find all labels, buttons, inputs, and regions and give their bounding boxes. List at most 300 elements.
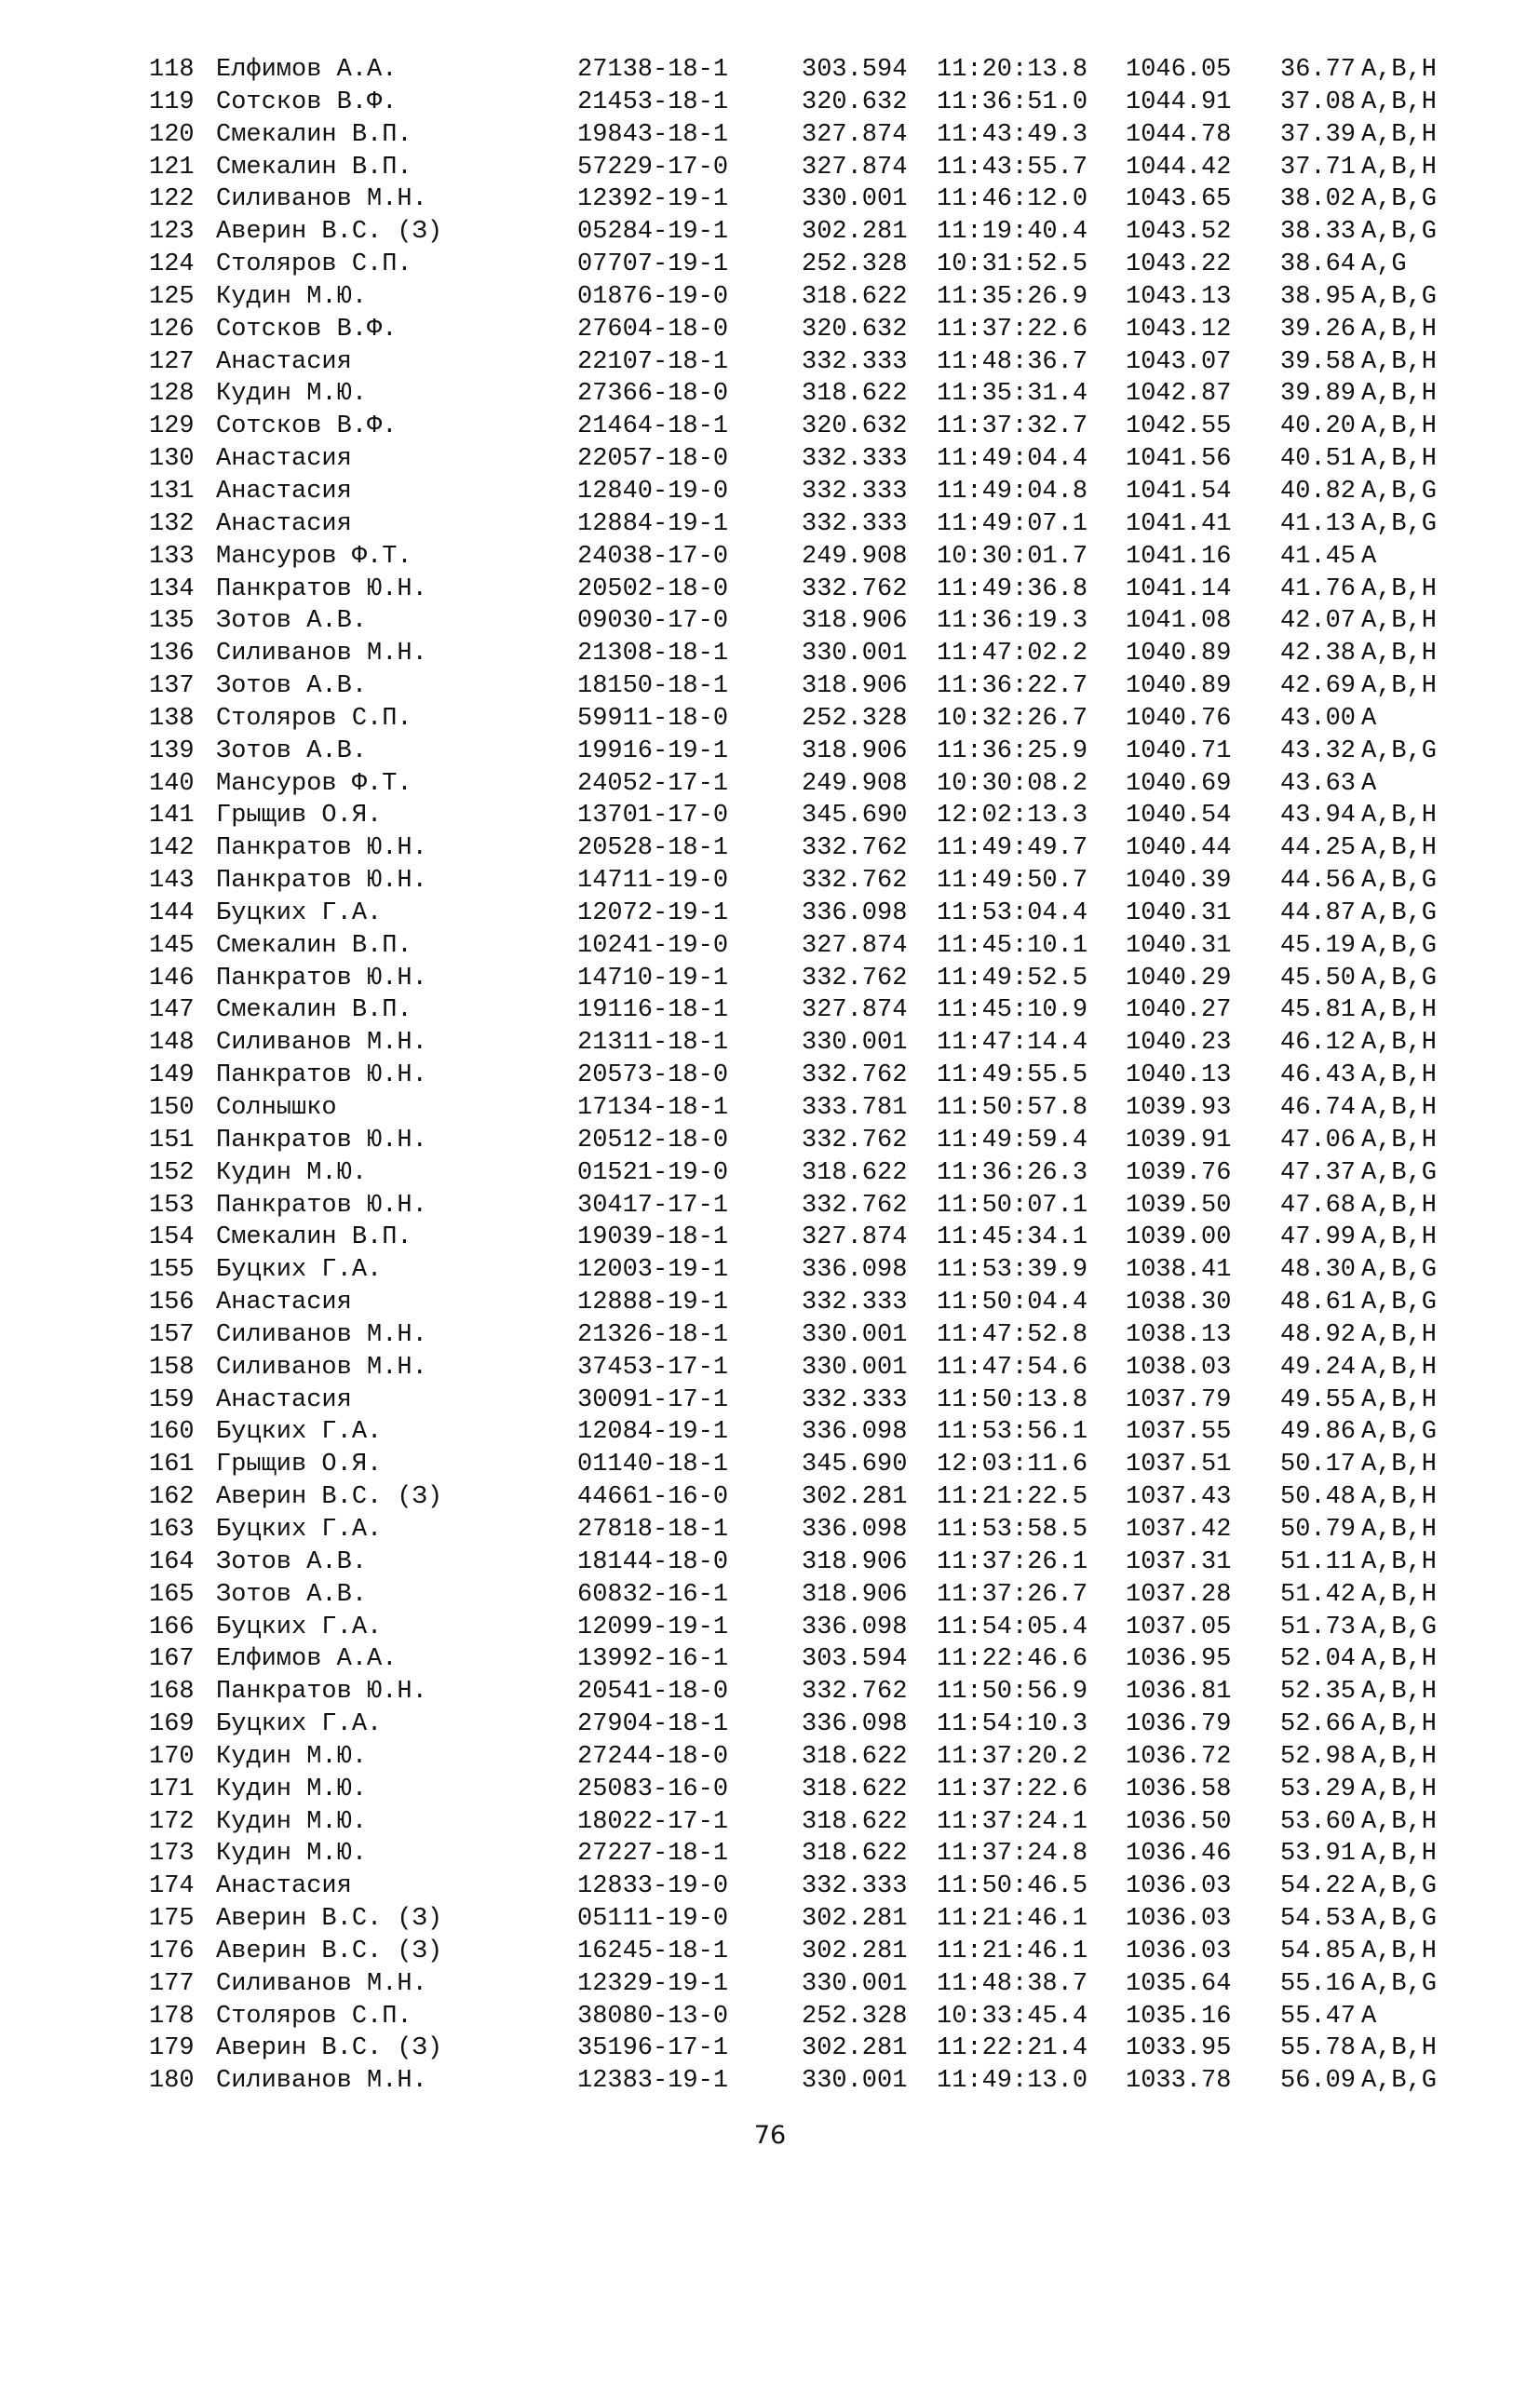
arrival-time: 11:49:52.5 xyxy=(937,964,1088,992)
speed-value: 1040.69 xyxy=(1126,769,1232,798)
ring-number: 12383-19-1 xyxy=(577,2067,729,2096)
table-row xyxy=(149,703,1490,736)
arrival-time: 11:47:02.2 xyxy=(937,640,1088,668)
groups-value: A,B,H xyxy=(1361,996,1438,1025)
ring-number: 30091-17-1 xyxy=(577,1385,729,1414)
groups-value: A,B,H xyxy=(1361,1451,1438,1479)
groups-value: A,B,G xyxy=(1361,898,1438,927)
speed-value: 1039.91 xyxy=(1126,1126,1232,1154)
points-value: 52.98 xyxy=(1280,1742,1357,1771)
points-value: 54.53 xyxy=(1280,1905,1357,1934)
distance-value: 302.281 xyxy=(802,1905,908,1934)
distance-value: 303.594 xyxy=(802,56,908,84)
ring-number: 09030-17-0 xyxy=(577,607,729,636)
ring-number: 05284-19-1 xyxy=(577,218,729,247)
arrival-time: 11:37:24.1 xyxy=(937,1807,1088,1836)
table-row xyxy=(149,994,1490,1027)
points-value: 45.81 xyxy=(1280,996,1357,1025)
groups-value: A,B,H xyxy=(1361,672,1438,701)
speed-value: 1035.16 xyxy=(1126,2002,1232,2031)
distance-value: 252.328 xyxy=(802,250,908,279)
ring-number: 12840-19-0 xyxy=(577,477,729,506)
place-number: 131 xyxy=(149,477,195,506)
distance-value: 327.874 xyxy=(802,996,908,1025)
points-value: 37.39 xyxy=(1280,120,1357,149)
participant-name: Панкратов Ю.Н. xyxy=(216,867,427,896)
table-row xyxy=(149,1449,1490,1481)
speed-value: 1037.55 xyxy=(1126,1418,1232,1447)
arrival-time: 10:32:26.7 xyxy=(937,704,1088,733)
place-number: 178 xyxy=(149,2002,195,2031)
points-value: 49.24 xyxy=(1280,1353,1357,1382)
speed-value: 1040.23 xyxy=(1126,1029,1232,1058)
ring-number: 27366-18-0 xyxy=(577,380,729,409)
participant-name: Кудин М.Ю. xyxy=(216,1775,368,1803)
speed-value: 1038.41 xyxy=(1126,1256,1232,1285)
arrival-time: 11:50:13.8 xyxy=(937,1385,1088,1414)
distance-value: 336.098 xyxy=(802,898,908,927)
speed-value: 1040.89 xyxy=(1126,672,1232,701)
points-value: 45.50 xyxy=(1280,964,1357,992)
points-value: 51.73 xyxy=(1280,1613,1357,1641)
speed-value: 1035.64 xyxy=(1126,1969,1232,1998)
ring-number: 17134-18-1 xyxy=(577,1094,729,1122)
place-number: 123 xyxy=(149,218,195,247)
participant-name: Столяров С.П. xyxy=(216,2002,412,2031)
table-row xyxy=(149,1870,1490,1903)
ring-number: 22057-18-0 xyxy=(577,445,729,474)
distance-value: 330.001 xyxy=(802,2067,908,2096)
points-value: 46.74 xyxy=(1280,1094,1357,1122)
results-table xyxy=(149,54,1490,2098)
distance-value: 336.098 xyxy=(802,1256,908,1285)
table-row xyxy=(149,1676,1490,1708)
place-number: 135 xyxy=(149,607,195,636)
groups-value: A,B,G xyxy=(1361,477,1438,506)
distance-value: 332.762 xyxy=(802,867,908,896)
speed-value: 1039.50 xyxy=(1126,1191,1232,1220)
table-row xyxy=(149,1514,1490,1546)
participant-name: Зотов А.В. xyxy=(216,736,368,765)
table-row xyxy=(149,1774,1490,1806)
place-number: 133 xyxy=(149,542,195,571)
arrival-time: 11:47:52.8 xyxy=(937,1320,1088,1349)
groups-value: A,B,H xyxy=(1361,1645,1438,1674)
participant-name: Панкратов Ю.Н. xyxy=(216,1061,427,1090)
distance-value: 327.874 xyxy=(802,153,908,182)
groups-value: A,B,G xyxy=(1361,1613,1438,1641)
distance-value: 318.622 xyxy=(802,380,908,409)
place-number: 164 xyxy=(149,1547,195,1576)
arrival-time: 11:22:21.4 xyxy=(937,2034,1088,2063)
speed-value: 1040.27 xyxy=(1126,996,1232,1025)
participant-name: Смекалин В.П. xyxy=(216,931,412,960)
speed-value: 1040.39 xyxy=(1126,867,1232,896)
place-number: 126 xyxy=(149,315,195,344)
ring-number: 12003-19-1 xyxy=(577,1256,729,1285)
participant-name: Елфимов А.А. xyxy=(216,1645,398,1674)
groups-value: A xyxy=(1361,769,1377,798)
table-row xyxy=(149,605,1490,638)
participant-name: Панкратов Ю.Н. xyxy=(216,574,427,603)
points-value: 38.02 xyxy=(1280,185,1357,214)
arrival-time: 11:36:51.0 xyxy=(937,88,1088,116)
participant-name: Солнышко xyxy=(216,1094,337,1122)
arrival-time: 11:19:40.4 xyxy=(937,218,1088,247)
arrival-time: 11:49:07.1 xyxy=(937,509,1088,538)
table-row xyxy=(149,1643,1490,1676)
ring-number: 27244-18-0 xyxy=(577,1742,729,1771)
groups-value: A,B,H xyxy=(1361,1483,1438,1512)
ring-number: 20502-18-0 xyxy=(577,574,729,603)
arrival-time: 10:30:01.7 xyxy=(937,542,1088,571)
ring-number: 12099-19-1 xyxy=(577,1613,729,1641)
points-value: 55.16 xyxy=(1280,1969,1357,1998)
speed-value: 1036.79 xyxy=(1126,1710,1232,1739)
groups-value: A,B,H xyxy=(1361,1775,1438,1803)
arrival-time: 10:31:52.5 xyxy=(937,250,1088,279)
participant-name: Смекалин В.П. xyxy=(216,996,412,1025)
groups-value: A,B,H xyxy=(1361,1385,1438,1414)
points-value: 48.92 xyxy=(1280,1320,1357,1349)
groups-value: A,B,H xyxy=(1361,2034,1438,2063)
ring-number: 21311-18-1 xyxy=(577,1029,729,1058)
points-value: 39.58 xyxy=(1280,347,1357,376)
speed-value: 1046.05 xyxy=(1126,56,1232,84)
points-value: 41.76 xyxy=(1280,574,1357,603)
table-row xyxy=(149,411,1490,443)
speed-value: 1041.16 xyxy=(1126,542,1232,571)
table-row xyxy=(149,1416,1490,1449)
distance-value: 332.333 xyxy=(802,1385,908,1414)
participant-name: Панкратов Ю.Н. xyxy=(216,964,427,992)
points-value: 50.17 xyxy=(1280,1451,1357,1479)
speed-value: 1043.65 xyxy=(1126,185,1232,214)
arrival-time: 11:49:04.8 xyxy=(937,477,1088,506)
groups-value: A,B,G xyxy=(1361,1969,1438,1998)
place-number: 152 xyxy=(149,1158,195,1187)
ring-number: 12329-19-1 xyxy=(577,1969,729,1998)
speed-value: 1042.55 xyxy=(1126,412,1232,441)
place-number: 180 xyxy=(149,2067,195,2096)
groups-value: A,B,H xyxy=(1361,445,1438,474)
points-value: 47.06 xyxy=(1280,1126,1357,1154)
speed-value: 1038.03 xyxy=(1126,1353,1232,1382)
groups-value: A,B,H xyxy=(1361,120,1438,149)
points-value: 43.94 xyxy=(1280,802,1357,830)
place-number: 157 xyxy=(149,1320,195,1349)
place-number: 154 xyxy=(149,1223,195,1252)
groups-value: A,B,H xyxy=(1361,1710,1438,1739)
ring-number: 59911-18-0 xyxy=(577,704,729,733)
table-row xyxy=(149,54,1490,87)
participant-name: Панкратов Ю.Н. xyxy=(216,834,427,863)
distance-value: 249.908 xyxy=(802,769,908,798)
table-row xyxy=(149,346,1490,379)
table-row xyxy=(149,1936,1490,1968)
speed-value: 1033.78 xyxy=(1126,2067,1232,2096)
table-row xyxy=(149,508,1490,541)
participant-name: Столяров С.П. xyxy=(216,250,412,279)
table-row xyxy=(149,1708,1490,1741)
participant-name: Аверин В.С. (З) xyxy=(216,1483,443,1512)
points-value: 39.26 xyxy=(1280,315,1357,344)
groups-value: A,B,H xyxy=(1361,1678,1438,1707)
participant-name: Буцких Г.А. xyxy=(216,898,383,927)
groups-value: A,B,H xyxy=(1361,1580,1438,1609)
place-number: 155 xyxy=(149,1256,195,1285)
table-row xyxy=(149,1838,1490,1870)
speed-value: 1037.79 xyxy=(1126,1385,1232,1414)
arrival-time: 11:45:34.1 xyxy=(937,1223,1088,1252)
points-value: 50.79 xyxy=(1280,1515,1357,1544)
distance-value: 332.762 xyxy=(802,1678,908,1707)
ring-number: 37453-17-1 xyxy=(577,1353,729,1382)
table-row xyxy=(149,1125,1490,1157)
participant-name: Силиванов М.Н. xyxy=(216,1969,427,1998)
ring-number: 01521-19-0 xyxy=(577,1158,729,1187)
ring-number: 38080-13-0 xyxy=(577,2002,729,2031)
groups-value: A,B,H xyxy=(1361,153,1438,182)
speed-value: 1038.30 xyxy=(1126,1289,1232,1317)
ring-number: 13992-16-1 xyxy=(577,1645,729,1674)
groups-value: A,B,H xyxy=(1361,56,1438,84)
speed-value: 1041.14 xyxy=(1126,574,1232,603)
speed-value: 1036.03 xyxy=(1126,1872,1232,1901)
groups-value: A,B,G xyxy=(1361,1256,1438,1285)
ring-number: 05111-19-0 xyxy=(577,1905,729,1934)
table-row xyxy=(149,1741,1490,1774)
distance-value: 336.098 xyxy=(802,1418,908,1447)
speed-value: 1033.95 xyxy=(1126,2034,1232,2063)
arrival-time: 11:36:19.3 xyxy=(937,607,1088,636)
ring-number: 27138-18-1 xyxy=(577,56,729,84)
participant-name: Анастасия xyxy=(216,1289,352,1317)
participant-name: Мансуров Ф.Т. xyxy=(216,542,412,571)
arrival-time: 11:45:10.9 xyxy=(937,996,1088,1025)
groups-value: A xyxy=(1361,542,1377,571)
points-value: 47.37 xyxy=(1280,1158,1357,1187)
points-value: 41.45 xyxy=(1280,542,1357,571)
place-number: 138 xyxy=(149,704,195,733)
ring-number: 12072-19-1 xyxy=(577,898,729,927)
points-value: 46.43 xyxy=(1280,1061,1357,1090)
distance-value: 332.762 xyxy=(802,1061,908,1090)
ring-number: 24052-17-1 xyxy=(577,769,729,798)
groups-value: A,B,G xyxy=(1361,931,1438,960)
ring-number: 07707-19-1 xyxy=(577,250,729,279)
table-row xyxy=(149,1222,1490,1254)
table-row xyxy=(149,2001,1490,2033)
table-row xyxy=(149,1190,1490,1222)
distance-value: 318.906 xyxy=(802,736,908,765)
groups-value: A,B,H xyxy=(1361,347,1438,376)
table-row xyxy=(149,1092,1490,1125)
arrival-time: 11:43:49.3 xyxy=(937,120,1088,149)
speed-value: 1043.13 xyxy=(1126,282,1232,311)
distance-value: 302.281 xyxy=(802,1937,908,1965)
ring-number: 60832-16-1 xyxy=(577,1580,729,1609)
place-number: 136 xyxy=(149,640,195,668)
points-value: 42.69 xyxy=(1280,672,1357,701)
ring-number: 25083-16-0 xyxy=(577,1775,729,1803)
groups-value: A,B,G xyxy=(1361,867,1438,896)
ring-number: 27604-18-0 xyxy=(577,315,729,344)
ring-number: 20528-18-1 xyxy=(577,834,729,863)
ring-number: 24038-17-0 xyxy=(577,542,729,571)
distance-value: 318.622 xyxy=(802,1775,908,1803)
participant-name: Смекалин В.П. xyxy=(216,120,412,149)
distance-value: 336.098 xyxy=(802,1515,908,1544)
participant-name: Анастасия xyxy=(216,1385,352,1414)
distance-value: 330.001 xyxy=(802,640,908,668)
speed-value: 1044.42 xyxy=(1126,153,1232,182)
ring-number: 19039-18-1 xyxy=(577,1223,729,1252)
points-value: 52.04 xyxy=(1280,1645,1357,1674)
speed-value: 1041.41 xyxy=(1126,509,1232,538)
groups-value: A,B,H xyxy=(1361,1807,1438,1836)
speed-value: 1042.87 xyxy=(1126,380,1232,409)
speed-value: 1036.95 xyxy=(1126,1645,1232,1674)
arrival-time: 11:43:55.7 xyxy=(937,153,1088,182)
participant-name: Сотсков В.Ф. xyxy=(216,412,398,441)
place-number: 132 xyxy=(149,509,195,538)
speed-value: 1036.72 xyxy=(1126,1742,1232,1771)
distance-value: 332.333 xyxy=(802,1872,908,1901)
distance-value: 302.281 xyxy=(802,2034,908,2063)
place-number: 162 xyxy=(149,1483,195,1512)
place-number: 121 xyxy=(149,153,195,182)
distance-value: 318.906 xyxy=(802,672,908,701)
speed-value: 1043.22 xyxy=(1126,250,1232,279)
table-row xyxy=(149,930,1490,963)
speed-value: 1040.54 xyxy=(1126,802,1232,830)
speed-value: 1043.12 xyxy=(1126,315,1232,344)
points-value: 44.25 xyxy=(1280,834,1357,863)
table-row xyxy=(149,2032,1490,2065)
speed-value: 1040.76 xyxy=(1126,704,1232,733)
place-number: 170 xyxy=(149,1742,195,1771)
arrival-time: 11:48:36.7 xyxy=(937,347,1088,376)
points-value: 54.22 xyxy=(1280,1872,1357,1901)
groups-value: A,B,G xyxy=(1361,1418,1438,1447)
ring-number: 27904-18-1 xyxy=(577,1710,729,1739)
participant-name: Зотов А.В. xyxy=(216,1547,368,1576)
participant-name: Столяров С.П. xyxy=(216,704,412,733)
groups-value: A,B,H xyxy=(1361,834,1438,863)
arrival-time: 11:49:49.7 xyxy=(937,834,1088,863)
place-number: 156 xyxy=(149,1289,195,1317)
groups-value: A,B,H xyxy=(1361,1094,1438,1122)
points-value: 52.35 xyxy=(1280,1678,1357,1707)
table-row xyxy=(149,87,1490,119)
place-number: 144 xyxy=(149,898,195,927)
place-number: 177 xyxy=(149,1969,195,1998)
table-row xyxy=(149,1579,1490,1612)
distance-value: 327.874 xyxy=(802,120,908,149)
participant-name: Кудин М.Ю. xyxy=(216,380,368,409)
points-value: 45.19 xyxy=(1280,931,1357,960)
distance-value: 252.328 xyxy=(802,2002,908,2031)
groups-value: A,B,G xyxy=(1361,1905,1438,1934)
ring-number: 19916-19-1 xyxy=(577,736,729,765)
points-value: 38.64 xyxy=(1280,250,1357,279)
points-value: 50.48 xyxy=(1280,1483,1357,1512)
distance-value: 318.906 xyxy=(802,607,908,636)
place-number: 167 xyxy=(149,1645,195,1674)
groups-value: A,B,G xyxy=(1361,1872,1438,1901)
arrival-time: 11:49:36.8 xyxy=(937,574,1088,603)
ring-number: 44661-16-0 xyxy=(577,1483,729,1512)
arrival-time: 11:49:13.0 xyxy=(937,2067,1088,2096)
speed-value: 1037.28 xyxy=(1126,1580,1232,1609)
ring-number: 27227-18-1 xyxy=(577,1840,729,1869)
place-number: 174 xyxy=(149,1872,195,1901)
points-value: 54.85 xyxy=(1280,1937,1357,1965)
participant-name: Аверин В.С. (З) xyxy=(216,218,443,247)
participant-name: Силиванов М.Н. xyxy=(216,2067,427,2096)
groups-value: A,B,G xyxy=(1361,509,1438,538)
table-row xyxy=(149,183,1490,216)
arrival-time: 11:49:04.4 xyxy=(937,445,1088,474)
groups-value: A,B,H xyxy=(1361,1126,1438,1154)
groups-value: A,B,H xyxy=(1361,802,1438,830)
points-value: 40.51 xyxy=(1280,445,1357,474)
place-number: 175 xyxy=(149,1905,195,1934)
distance-value: 303.594 xyxy=(802,1645,908,1674)
table-row xyxy=(149,963,1490,995)
ring-number: 20573-18-0 xyxy=(577,1061,729,1090)
place-number: 119 xyxy=(149,88,195,116)
arrival-time: 11:50:56.9 xyxy=(937,1678,1088,1707)
groups-value: A,B,G xyxy=(1361,2067,1438,2096)
distance-value: 318.622 xyxy=(802,1158,908,1187)
participant-name: Мансуров Ф.Т. xyxy=(216,769,412,798)
arrival-time: 11:20:13.8 xyxy=(937,56,1088,84)
arrival-time: 11:53:04.4 xyxy=(937,898,1088,927)
place-number: 141 xyxy=(149,802,195,830)
speed-value: 1043.07 xyxy=(1126,347,1232,376)
ring-number: 16245-18-1 xyxy=(577,1937,729,1965)
points-value: 48.30 xyxy=(1280,1256,1357,1285)
distance-value: 332.762 xyxy=(802,1126,908,1154)
points-value: 44.56 xyxy=(1280,867,1357,896)
participant-name: Силиванов М.Н. xyxy=(216,1029,427,1058)
distance-value: 318.622 xyxy=(802,282,908,311)
distance-value: 330.001 xyxy=(802,185,908,214)
points-value: 43.63 xyxy=(1280,769,1357,798)
groups-value: A,B,H xyxy=(1361,1191,1438,1220)
arrival-time: 11:50:04.4 xyxy=(937,1289,1088,1317)
speed-value: 1036.46 xyxy=(1126,1840,1232,1869)
ring-number: 21453-18-1 xyxy=(577,88,729,116)
speed-value: 1040.31 xyxy=(1126,931,1232,960)
speed-value: 1041.08 xyxy=(1126,607,1232,636)
distance-value: 330.001 xyxy=(802,1969,908,1998)
table-row xyxy=(149,1546,1490,1579)
table-row xyxy=(149,865,1490,898)
points-value: 51.42 xyxy=(1280,1580,1357,1609)
points-value: 38.33 xyxy=(1280,218,1357,247)
points-value: 52.66 xyxy=(1280,1710,1357,1739)
distance-value: 332.762 xyxy=(802,964,908,992)
arrival-time: 11:48:38.7 xyxy=(937,1969,1088,1998)
table-row xyxy=(149,670,1490,703)
place-number: 149 xyxy=(149,1061,195,1090)
table-row xyxy=(149,443,1490,476)
arrival-time: 11:21:22.5 xyxy=(937,1483,1088,1512)
distance-value: 302.281 xyxy=(802,1483,908,1512)
